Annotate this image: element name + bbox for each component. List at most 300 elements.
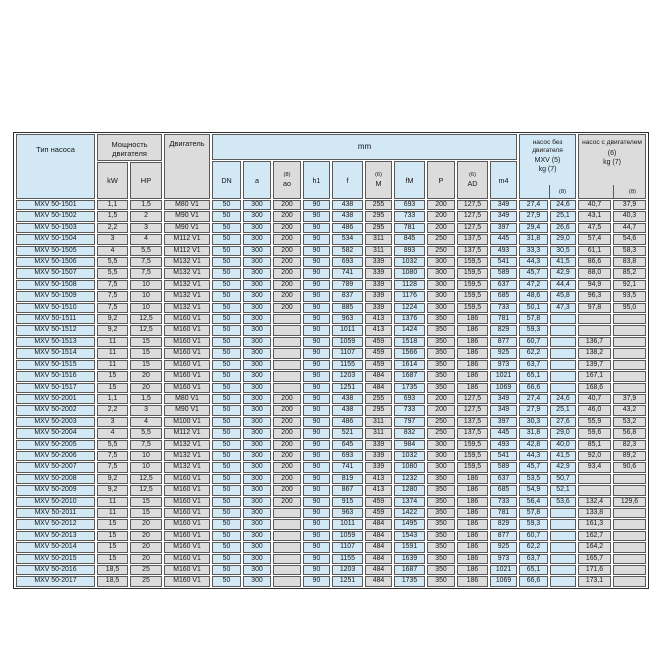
cell-weight-pump-kg: 59,3: [519, 519, 548, 529]
cell-dn: 50: [212, 234, 241, 244]
cell-weight-with-motor-kg: 133,8: [578, 508, 611, 518]
cell-m: 484: [365, 576, 392, 586]
cell-motor: M112 V1: [164, 234, 210, 244]
header-col-f: [332, 161, 363, 199]
cell-weight-pump-kg: 62,2: [519, 542, 548, 552]
cell-weight-with-motor-kg-8: 56,8: [613, 428, 646, 438]
cell-p: 300: [427, 268, 455, 278]
cell-f: 837: [332, 291, 363, 301]
table-row: [16, 234, 646, 244]
table-header: [16, 134, 646, 199]
cell-fm: 693: [394, 200, 425, 210]
cell-h1: 90: [303, 531, 330, 541]
cell-ad: 186: [457, 383, 488, 393]
cell-weight-with-motor-kg-8: [613, 360, 646, 370]
cell-fm: 832: [394, 428, 425, 438]
cell-ao: 200: [273, 280, 301, 290]
cell-ad: 186: [457, 497, 488, 507]
col-label: ao: [283, 179, 292, 188]
cell-weight-pump-kg: 45,7: [519, 462, 548, 472]
cell-motor: M160 V1: [164, 485, 210, 495]
cell-weight-with-motor-kg: [578, 485, 611, 495]
header-col-fm: [394, 161, 425, 199]
cell-f: 645: [332, 440, 363, 450]
cell-kw: 1,5: [97, 211, 128, 221]
cell-kw: 1,1: [97, 394, 128, 404]
cell-weight-with-motor-kg: 164,2: [578, 542, 611, 552]
cell-dn: 50: [212, 542, 241, 552]
cell-dn: 50: [212, 268, 241, 278]
cell-dn: 50: [212, 428, 241, 438]
cell-kw: 11: [97, 497, 128, 507]
cell-a: 300: [243, 246, 271, 256]
cell-ao: [273, 314, 301, 324]
cell-dn: 50: [212, 223, 241, 233]
cell-kw: 9,2: [97, 314, 128, 324]
cell-weight-pump-kg-8: 25,1: [550, 211, 576, 221]
table-row: [16, 337, 646, 347]
cell-ad: 186: [457, 337, 488, 347]
cell-m4: 877: [490, 337, 517, 347]
cell-motor: M80 V1: [164, 200, 210, 210]
cell-h1: 90: [303, 325, 330, 335]
cell-pump-type: MXV 50-1517: [16, 383, 95, 393]
cell-weight-with-motor-kg: 132,4: [578, 497, 611, 507]
cell-m: 413: [365, 474, 392, 484]
cell-p: 300: [427, 303, 455, 313]
cell-f: 438: [332, 211, 363, 221]
cell-h1: 90: [303, 474, 330, 484]
cell-m: 484: [365, 383, 392, 393]
cell-ao: 200: [273, 451, 301, 461]
cell-weight-pump-kg: 44,3: [519, 257, 548, 267]
cell-motor: M160 V1: [164, 565, 210, 575]
table-row: [16, 565, 646, 575]
cell-ao: 200: [273, 394, 301, 404]
cell-ad: 159,5: [457, 268, 488, 278]
cell-motor: M160 V1: [164, 360, 210, 370]
cell-kw: 15: [97, 371, 128, 381]
cell-m: 295: [365, 405, 392, 415]
cell-pump-type: MXV 50-2014: [16, 542, 95, 552]
cell-dn: 50: [212, 303, 241, 313]
cell-ao: 200: [273, 211, 301, 221]
cell-hp: 10: [130, 280, 162, 290]
cell-f: 741: [332, 462, 363, 472]
cell-weight-with-motor-kg-8: 37,9: [613, 200, 646, 210]
cell-p: 350: [427, 576, 455, 586]
cell-hp: 3: [130, 223, 162, 233]
cell-h1: 90: [303, 257, 330, 267]
cell-m4: 1021: [490, 371, 517, 381]
table-row: [16, 246, 646, 256]
cell-p: 350: [427, 325, 455, 335]
cell-hp: 15: [130, 337, 162, 347]
cell-h1: 90: [303, 417, 330, 427]
cell-ao: 200: [273, 234, 301, 244]
cell-hp: 7,5: [130, 257, 162, 267]
cell-pump-type: MXV 50-2016: [16, 565, 95, 575]
cell-kw: 11: [97, 348, 128, 358]
cell-fm: 1032: [394, 451, 425, 461]
cell-m: 311: [365, 417, 392, 427]
cell-weight-with-motor-kg-8: [613, 554, 646, 564]
cell-motor: M112 V1: [164, 246, 210, 256]
cell-weight-pump-kg: 50,1: [519, 303, 548, 313]
cell-pump-type: MXV 50-2006: [16, 451, 95, 461]
cell-f: 963: [332, 314, 363, 324]
cell-kw: 3: [97, 417, 128, 427]
cell-hp: 15: [130, 360, 162, 370]
cell-pump-type: MXV 50-2007: [16, 462, 95, 472]
cell-m: 459: [365, 360, 392, 370]
cell-h1: 90: [303, 246, 330, 256]
cell-pump-type: MXV 50-2004: [16, 428, 95, 438]
cell-pump-type: MXV 50-1509: [16, 291, 95, 301]
cell-pump-type: MXV 50-2015: [16, 554, 95, 564]
cell-weight-with-motor-kg-8: 37,9: [613, 394, 646, 404]
cell-weight-pump-kg-8: [550, 565, 576, 575]
cell-weight-pump-kg: 44,3: [519, 451, 548, 461]
pump-only-unit: kg (7): [538, 166, 557, 173]
cell-a: 300: [243, 542, 271, 552]
table-row: [16, 428, 646, 438]
cell-a: 300: [243, 268, 271, 278]
cell-hp: 2: [130, 211, 162, 221]
cell-f: 1203: [332, 371, 363, 381]
cell-a: 300: [243, 497, 271, 507]
cell-m: 459: [365, 497, 392, 507]
cell-pump-type: MXV 50-1516: [16, 371, 95, 381]
cell-ad: 127,5: [457, 211, 488, 221]
cell-fm: 1687: [394, 371, 425, 381]
cell-ad: 159,5: [457, 462, 488, 472]
cell-weight-pump-kg-8: [550, 325, 576, 335]
cell-m: 255: [365, 394, 392, 404]
cell-motor: M112 V1: [164, 428, 210, 438]
cell-fm: 845: [394, 234, 425, 244]
cell-kw: 2,2: [97, 223, 128, 233]
cell-m: 413: [365, 485, 392, 495]
cell-f: 1107: [332, 348, 363, 358]
cell-f: 1011: [332, 325, 363, 335]
cell-m4: 445: [490, 234, 517, 244]
cell-ad: 186: [457, 519, 488, 529]
cell-weight-pump-kg: 30,3: [519, 417, 548, 427]
cell-weight-pump-kg-8: [550, 576, 576, 586]
header-mm-group: mm: [212, 134, 517, 160]
cell-m: 484: [365, 531, 392, 541]
cell-kw: 15: [97, 519, 128, 529]
cell-a: 300: [243, 519, 271, 529]
cell-motor: M132 V1: [164, 451, 210, 461]
cell-ad: 137,5: [457, 234, 488, 244]
cell-weight-with-motor-kg: 96,3: [578, 291, 611, 301]
cell-weight-with-motor-kg-8: 93,5: [613, 291, 646, 301]
cell-motor: M160 V1: [164, 542, 210, 552]
cell-a: 300: [243, 554, 271, 564]
cell-m: 484: [365, 554, 392, 564]
cell-motor: M160 V1: [164, 337, 210, 347]
header-col-m4: [490, 161, 517, 199]
cell-h1: 90: [303, 314, 330, 324]
pump-with-motor-unit: kg (7): [603, 158, 621, 166]
cell-weight-pump-kg: 66,6: [519, 383, 548, 393]
cell-dn: 50: [212, 576, 241, 586]
cell-ad: 186: [457, 360, 488, 370]
cell-p: 300: [427, 291, 455, 301]
header-pump-only-weight-group: [519, 134, 576, 199]
cell-a: 300: [243, 360, 271, 370]
cell-m: 311: [365, 246, 392, 256]
header-col-m: [365, 161, 392, 199]
cell-motor: M160 V1: [164, 519, 210, 529]
cell-h1: 90: [303, 234, 330, 244]
cell-kw: 5,5: [97, 268, 128, 278]
cell-m: 339: [365, 462, 392, 472]
cell-h1: 90: [303, 280, 330, 290]
cell-m: 339: [365, 303, 392, 313]
cell-weight-with-motor-kg-8: [613, 531, 646, 541]
cell-hp: 25: [130, 576, 162, 586]
cell-hp: 1,5: [130, 394, 162, 404]
cell-pump-type: MXV 50-1513: [16, 337, 95, 347]
cell-weight-with-motor-kg-8: 44,7: [613, 223, 646, 233]
cell-m4: 589: [490, 462, 517, 472]
cell-f: 789: [332, 280, 363, 290]
cell-weight-pump-kg: 57,8: [519, 314, 548, 324]
cell-dn: 50: [212, 280, 241, 290]
cell-weight-pump-kg: 56,4: [519, 497, 548, 507]
cell-weight-pump-kg-8: [550, 337, 576, 347]
cell-ad: 127,5: [457, 405, 488, 415]
cell-a: 300: [243, 462, 271, 472]
cell-weight-pump-kg-8: 24,6: [550, 394, 576, 404]
cell-weight-with-motor-kg-8: [613, 519, 646, 529]
table-body: [16, 200, 646, 587]
cell-weight-pump-kg: 33,3: [519, 246, 548, 256]
cell-hp: 15: [130, 508, 162, 518]
cell-a: 300: [243, 348, 271, 358]
cell-weight-pump-kg: 63,7: [519, 554, 548, 564]
cell-m4: 493: [490, 246, 517, 256]
cell-a: 300: [243, 531, 271, 541]
cell-f: 521: [332, 428, 363, 438]
cell-weight-pump-kg: 47,2: [519, 280, 548, 290]
cell-h1: 90: [303, 337, 330, 347]
cell-weight-with-motor-kg: 139,7: [578, 360, 611, 370]
cell-kw: 1,1: [97, 200, 128, 210]
cell-ad: 159,5: [457, 451, 488, 461]
cell-pump-type: MXV 50-2003: [16, 417, 95, 427]
cell-hp: 15: [130, 348, 162, 358]
col-label: DN: [221, 175, 232, 185]
cell-m4: 973: [490, 360, 517, 370]
cell-weight-pump-kg-8: 53,6: [550, 497, 576, 507]
header-motor: Двигатель: [164, 134, 210, 199]
cell-f: 438: [332, 394, 363, 404]
cell-weight-pump-kg: 27,9: [519, 405, 548, 415]
cell-ao: [273, 531, 301, 541]
cell-ao: [273, 554, 301, 564]
pump-only-note8: (8): [558, 189, 567, 195]
cell-a: 300: [243, 383, 271, 393]
cell-p: 300: [427, 257, 455, 267]
cell-p: 350: [427, 383, 455, 393]
cell-f: 915: [332, 497, 363, 507]
cell-ao: 200: [273, 291, 301, 301]
cell-p: 250: [427, 428, 455, 438]
cell-ao: [273, 565, 301, 575]
cell-m4: 1069: [490, 576, 517, 586]
cell-weight-with-motor-kg: 43,1: [578, 211, 611, 221]
cell-motor: M132 V1: [164, 462, 210, 472]
cell-hp: 10: [130, 291, 162, 301]
cell-dn: 50: [212, 360, 241, 370]
cell-weight-pump-kg-8: [550, 519, 576, 529]
table-row: [16, 576, 646, 586]
cell-p: 350: [427, 485, 455, 495]
cell-m4: 829: [490, 325, 517, 335]
table-row: [16, 474, 646, 484]
cell-a: 300: [243, 451, 271, 461]
cell-ao: 200: [273, 246, 301, 256]
cell-ad: 137,5: [457, 428, 488, 438]
cell-m4: 493: [490, 440, 517, 450]
cell-weight-with-motor-kg-8: [613, 383, 646, 393]
cell-pump-type: MXV 50-1510: [16, 303, 95, 313]
cell-m4: 349: [490, 200, 517, 210]
cell-h1: 90: [303, 360, 330, 370]
cell-weight-pump-kg-8: 26,6: [550, 223, 576, 233]
header-pump-type: Тип насоса: [16, 134, 95, 199]
cell-h1: 90: [303, 348, 330, 358]
col-note: (6): [374, 172, 383, 178]
cell-dn: 50: [212, 383, 241, 393]
cell-weight-pump-kg-8: 44,4: [550, 280, 576, 290]
cell-h1: 90: [303, 497, 330, 507]
cell-pump-type: MXV 50-1508: [16, 280, 95, 290]
cell-weight-pump-kg-8: [550, 371, 576, 381]
cell-p: 350: [427, 531, 455, 541]
table-row: [16, 485, 646, 495]
cell-motor: M160 V1: [164, 508, 210, 518]
cell-hp: 20: [130, 542, 162, 552]
cell-p: 300: [427, 462, 455, 472]
cell-weight-with-motor-kg-8: [613, 485, 646, 495]
cell-p: 350: [427, 497, 455, 507]
cell-weight-with-motor-kg: 162,7: [578, 531, 611, 541]
cell-fm: 1495: [394, 519, 425, 529]
cell-m4: 397: [490, 417, 517, 427]
cell-weight-pump-kg: 27,4: [519, 200, 548, 210]
cell-ad: 186: [457, 531, 488, 541]
cell-weight-pump-kg: 53,5: [519, 474, 548, 484]
cell-weight-with-motor-kg-8: [613, 474, 646, 484]
cell-dn: 50: [212, 554, 241, 564]
cell-f: 693: [332, 451, 363, 461]
pump-with-motor-note8: (8): [628, 189, 637, 195]
subcolumn-divider: [549, 185, 550, 198]
cell-hp: 20: [130, 554, 162, 564]
table-row: [16, 519, 646, 529]
cell-f: 1203: [332, 565, 363, 575]
cell-fm: 733: [394, 211, 425, 221]
cell-ao: 200: [273, 440, 301, 450]
cell-m4: 397: [490, 223, 517, 233]
cell-weight-with-motor-kg-8: [613, 371, 646, 381]
header-kw: kW: [97, 162, 128, 199]
table-row: [16, 542, 646, 552]
cell-ao: [273, 576, 301, 586]
cell-a: 300: [243, 576, 271, 586]
cell-m4: 349: [490, 211, 517, 221]
cell-weight-pump-kg-8: 24,6: [550, 200, 576, 210]
cell-pump-type: MXV 50-2002: [16, 405, 95, 415]
cell-m: 311: [365, 428, 392, 438]
cell-hp: 10: [130, 451, 162, 461]
cell-f: 582: [332, 246, 363, 256]
cell-a: 300: [243, 211, 271, 221]
cell-hp: 7,5: [130, 268, 162, 278]
cell-weight-with-motor-kg: 85,1: [578, 440, 611, 450]
cell-weight-with-motor-kg: 93,4: [578, 462, 611, 472]
cell-m: 413: [365, 325, 392, 335]
cell-ad: 186: [457, 371, 488, 381]
cell-weight-pump-kg-8: 27,6: [550, 417, 576, 427]
cell-weight-pump-kg-8: 47,3: [550, 303, 576, 313]
cell-pump-type: MXV 50-1514: [16, 348, 95, 358]
cell-m: 413: [365, 314, 392, 324]
cell-weight-pump-kg-8: [550, 531, 576, 541]
cell-a: 300: [243, 234, 271, 244]
cell-h1: 90: [303, 200, 330, 210]
cell-fm: 984: [394, 440, 425, 450]
cell-fm: 1566: [394, 348, 425, 358]
cell-a: 300: [243, 440, 271, 450]
cell-m: 459: [365, 508, 392, 518]
cell-weight-with-motor-kg-8: [613, 337, 646, 347]
cell-p: 350: [427, 474, 455, 484]
cell-ad: 186: [457, 508, 488, 518]
cell-hp: 5,5: [130, 428, 162, 438]
cell-kw: 7,5: [97, 280, 128, 290]
table-row: [16, 200, 646, 210]
cell-weight-pump-kg-8: 29,0: [550, 428, 576, 438]
cell-p: 300: [427, 451, 455, 461]
cell-dn: 50: [212, 325, 241, 335]
cell-m4: 925: [490, 348, 517, 358]
pump-with-motor-sub: (6): [607, 149, 617, 157]
cell-kw: 5,5: [97, 257, 128, 267]
cell-weight-pump-kg: 27,9: [519, 211, 548, 221]
cell-a: 300: [243, 257, 271, 267]
cell-h1: 90: [303, 554, 330, 564]
cell-ad: 186: [457, 576, 488, 586]
cell-motor: M90 V1: [164, 223, 210, 233]
cell-kw: 15: [97, 554, 128, 564]
cell-weight-pump-kg: 42,8: [519, 440, 548, 450]
cell-fm: 797: [394, 417, 425, 427]
cell-fm: 1735: [394, 576, 425, 586]
cell-a: 300: [243, 405, 271, 415]
cell-weight-pump-kg-8: 42,9: [550, 462, 576, 472]
cell-pump-type: MXV 50-2010: [16, 497, 95, 507]
cell-weight-with-motor-kg: 40,7: [578, 200, 611, 210]
cell-weight-with-motor-kg-8: [613, 565, 646, 575]
cell-ad: 186: [457, 314, 488, 324]
cell-weight-with-motor-kg: 97,8: [578, 303, 611, 313]
